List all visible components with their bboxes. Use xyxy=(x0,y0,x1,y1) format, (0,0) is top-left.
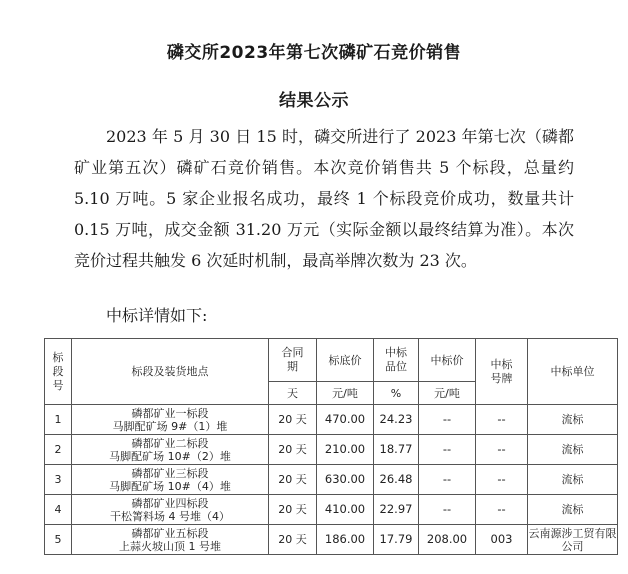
cell-grade: 26.48 xyxy=(374,465,419,495)
header-paddle: 中标号牌 xyxy=(476,339,528,405)
cell-no: 4 xyxy=(45,495,72,525)
cell-no: 1 xyxy=(45,405,72,435)
cell-no: 5 xyxy=(45,525,72,555)
document-subtitle: 结果公示 xyxy=(279,91,349,111)
cell-win-price: 208.00 xyxy=(419,525,476,555)
cell-period: 20 天 xyxy=(269,525,317,555)
cell-paddle: 003 xyxy=(476,525,528,555)
cell-base-price: 630.00 xyxy=(317,465,374,495)
cell-win-price: -- xyxy=(419,435,476,465)
cell-site: 磷都矿业五标段 上蒜火坡山顶 1 号堆 xyxy=(72,525,269,555)
cell-grade: 24.23 xyxy=(374,405,419,435)
unit-win-price: 元/吨 xyxy=(419,382,476,405)
cell-site: 磷都矿业二标段 马脚配矿场 10#（2）堆 xyxy=(72,435,269,465)
cell-win-price: -- xyxy=(419,495,476,525)
unit-period: 天 xyxy=(269,382,317,405)
body-paragraph: 2023 年 5 月 30 日 15 时，磷交所进行了 2023 年第七次（磷都矿业第五次）磷矿石竞价销售。本次竞价销售共 5 个标段，总量约 5.10 万吨。5 家企业报名成功，最终 1 个标段竞价成功，数量共计 0.15 万吨，成交金额 31.20 万元（实际金额以最终结算为准）。本次竞价过程共触发 6 次延时机制，最高举牌次数为 23 次。 xyxy=(74,127,574,270)
cell-paddle: -- xyxy=(476,405,528,435)
cell-winner: 流标 xyxy=(528,405,618,435)
cell-period: 20 天 xyxy=(269,495,317,525)
table-intro: 中标详情如下: xyxy=(106,306,208,325)
cell-base-price: 186.00 xyxy=(317,525,374,555)
cell-base-price: 470.00 xyxy=(317,405,374,435)
table-row xyxy=(45,405,618,435)
header-winner: 中标单位 xyxy=(528,339,618,405)
table-row xyxy=(45,495,618,525)
cell-no: 2 xyxy=(45,435,72,465)
header-grade: 中标品位 xyxy=(374,339,419,382)
table-row xyxy=(45,525,618,555)
header-win-price: 中标价 xyxy=(419,339,476,382)
cell-site: 磷都矿业一标段 马脚配矿场 9#（1）堆 xyxy=(72,405,269,435)
document-title: 磷交所2023年第七次磷矿石竞价销售 xyxy=(166,43,462,63)
cell-winner: 流标 xyxy=(528,435,618,465)
cell-win-price: -- xyxy=(419,405,476,435)
cell-site: 磷都矿业三标段 马脚配矿场 10#（4）堆 xyxy=(72,465,269,495)
unit-grade: % xyxy=(374,382,419,405)
unit-base-price: 元/吨 xyxy=(317,382,374,405)
table-row xyxy=(45,465,618,495)
header-site: 标段及装货地点 xyxy=(72,339,269,405)
cell-base-price: 410.00 xyxy=(317,495,374,525)
table-row xyxy=(45,435,618,465)
cell-paddle: -- xyxy=(476,465,528,495)
cell-paddle: -- xyxy=(476,435,528,465)
cell-winner: 流标 xyxy=(528,465,618,495)
cell-winner: 云南源涉工贸有限公司 xyxy=(528,526,617,553)
cell-grade: 18.77 xyxy=(374,435,419,465)
cell-paddle: -- xyxy=(476,495,528,525)
cell-site: 磷都矿业四标段 干松箐料场 4 号堆（4） xyxy=(72,495,269,525)
header-no: 标段号 xyxy=(45,339,72,405)
cell-no: 3 xyxy=(45,465,72,495)
cell-grade: 17.79 xyxy=(374,525,419,555)
cell-period: 20 天 xyxy=(269,405,317,435)
cell-period: 20 天 xyxy=(269,435,317,465)
table-header-row xyxy=(45,339,618,382)
header-base-price: 标底价 xyxy=(317,339,374,382)
cell-period: 20 天 xyxy=(269,465,317,495)
cell-winner: 流标 xyxy=(528,495,618,525)
cell-base-price: 210.00 xyxy=(317,435,374,465)
result-table xyxy=(44,338,618,555)
cell-grade: 22.97 xyxy=(374,495,419,525)
header-period: 合同期 xyxy=(269,339,317,382)
cell-win-price: -- xyxy=(419,465,476,495)
